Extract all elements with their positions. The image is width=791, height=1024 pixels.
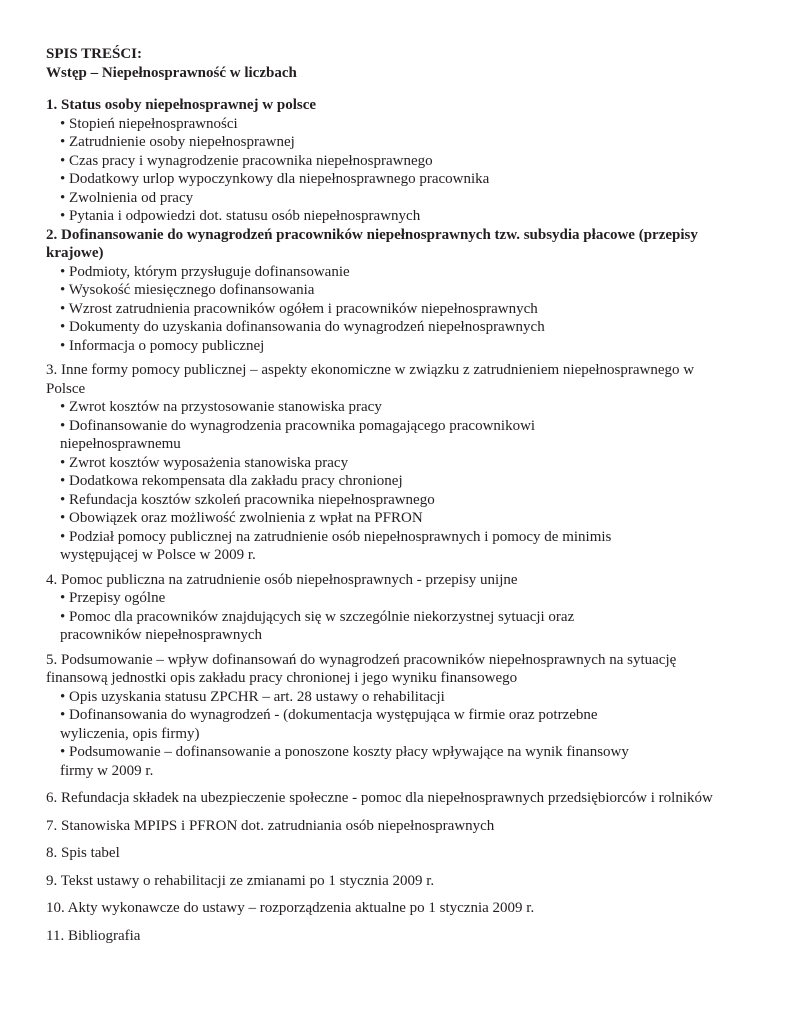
list-item: • Pomoc dla pracowników znajdujących się w szczególnie niekorzystnej sytuacji oraz [60, 608, 575, 625]
section-5 [46, 651, 756, 781]
list-item: • Wzrost zatrudnienia pracowników ogółem i pracowników niepełnosprawnych [60, 300, 538, 317]
section-2-heading-cont: krajowe) [46, 245, 104, 261]
list-item: • Pytania i odpowiedzi dot. statusu osób niepełnosprawnych [60, 208, 421, 224]
list-item: • Refundacja kosztów szkoleń pracownika niepełnosprawnego [60, 491, 435, 508]
list-item: • Zwrot kosztów wyposażenia stanowiska pracy [60, 454, 349, 471]
list-item: • Zwolnienia od pracy [60, 189, 194, 206]
list-item: • Podział pomocy publicznej na zatrudnienie osób niepełnosprawnych i pomocy de minimis [60, 528, 612, 545]
section-3-heading: 3. Inne formy pomocy publicznej – aspekty ekonomiczne w związku z zatrudnieniem niepełnosprawnego w [46, 362, 695, 378]
list-item-cont: pracowników niepełnosprawnych [60, 627, 263, 643]
list-item: • Stopień niepełnosprawności [60, 115, 238, 132]
section-4-heading: 4. Pomoc publiczna na zatrudnienie osób niepełnosprawnych - przepisy unijne [46, 571, 518, 588]
section-5-heading-cont: finansową jednostki opis zakładu pracy chronionej i jego wyniku finansowego [46, 670, 518, 686]
section-3-heading-cont: Polsce [46, 380, 86, 397]
list-item-cont: firmy w 2009 r. [60, 762, 154, 779]
section-5-heading: 5. Podsumowanie – wpływ dofinansowań do wynagrodzeń pracowników niepełnosprawnych na sytuację [46, 651, 677, 668]
section-9: 9. Tekst ustawy o rehabilitacji ze zmianami po 1 stycznia 2009 r. [46, 872, 435, 889]
list-item: • Dofinansowania do wynagrodzeń - (dokumentacja występująca w firmie oraz potrzebne [60, 707, 598, 723]
toc-title: SPIS TREŚCI: [46, 46, 143, 62]
list-item: • Podmioty, którym przysługuje dofinansowanie [60, 263, 350, 280]
toc-intro: Wstęp – Niepełnosprawność w liczbach [46, 64, 297, 81]
list-item: • Przepisy ogólne [60, 590, 166, 606]
list-item: • Zatrudnienie osoby niepełnosprawnej [60, 134, 295, 150]
section-2-heading: 2. Dofinansowanie do wynagrodzeń pracowników niepełnosprawnych tzw. subsydia płacowe (przepisy [46, 226, 698, 243]
section-3 [46, 361, 756, 565]
list-item: • Dofinansowanie do wynagrodzenia pracownika pomagającego pracownikowi [60, 417, 536, 434]
section-10: 10. Akty wykonawcze do ustawy – rozporządzenia aktualne po 1 stycznia 2009 r. [46, 900, 535, 916]
list-item-cont: niepełnosprawnemu [60, 436, 181, 452]
list-item-cont: wyliczenia, opis firmy) [60, 725, 200, 742]
table-of-contents [46, 45, 756, 945]
list-item: • Podsumowanie – dofinansowanie a ponoszone koszty płacy wpływające na wynik finansowy [60, 744, 629, 760]
list-item: • Czas pracy i wynagrodzenie pracownika niepełnosprawnego [60, 152, 433, 169]
section-1 [46, 96, 756, 226]
list-item: • Informacja o pomocy publicznej [60, 337, 265, 354]
list-item: • Wysokość miesięcznego dofinansowania [60, 282, 315, 298]
section-2 [46, 226, 756, 356]
list-item: • Dodatkowy urlop wypoczynkowy dla niepełnosprawnego pracownika [60, 171, 490, 187]
section-11: 11. Bibliografia [46, 927, 141, 944]
section-6: 6. Refundacja składek na ubezpieczenie społeczne - pomoc dla niepełnosprawnych przedsiębiorców i rolników [46, 790, 713, 806]
section-8: 8. Spis tabel [46, 845, 120, 861]
list-item-cont: występującej w Polsce w 2009 r. [60, 547, 256, 563]
list-item: • Zwrot kosztów na przystosowanie stanowiska pracy [60, 399, 382, 415]
list-item: • Opis uzyskania statusu ZPCHR – art. 28 ustawy o rehabilitacji [60, 688, 445, 705]
list-item: • Dodatkowa rekompensata dla zakładu pracy chronionej [60, 473, 403, 489]
section-1-heading: 1. Status osoby niepełnosprawnej w polsce [46, 97, 317, 113]
list-item: • Obowiązek oraz możliwość zwolnienia z wpłat na PFRON [60, 510, 423, 526]
section-7: 7. Stanowiska MPIPS i PFRON dot. zatrudniania osób niepełnosprawnych [46, 817, 495, 834]
list-item: • Dokumenty do uzyskania dofinansowania do wynagrodzeń niepełnosprawnych [60, 319, 545, 335]
section-4 [46, 571, 756, 645]
